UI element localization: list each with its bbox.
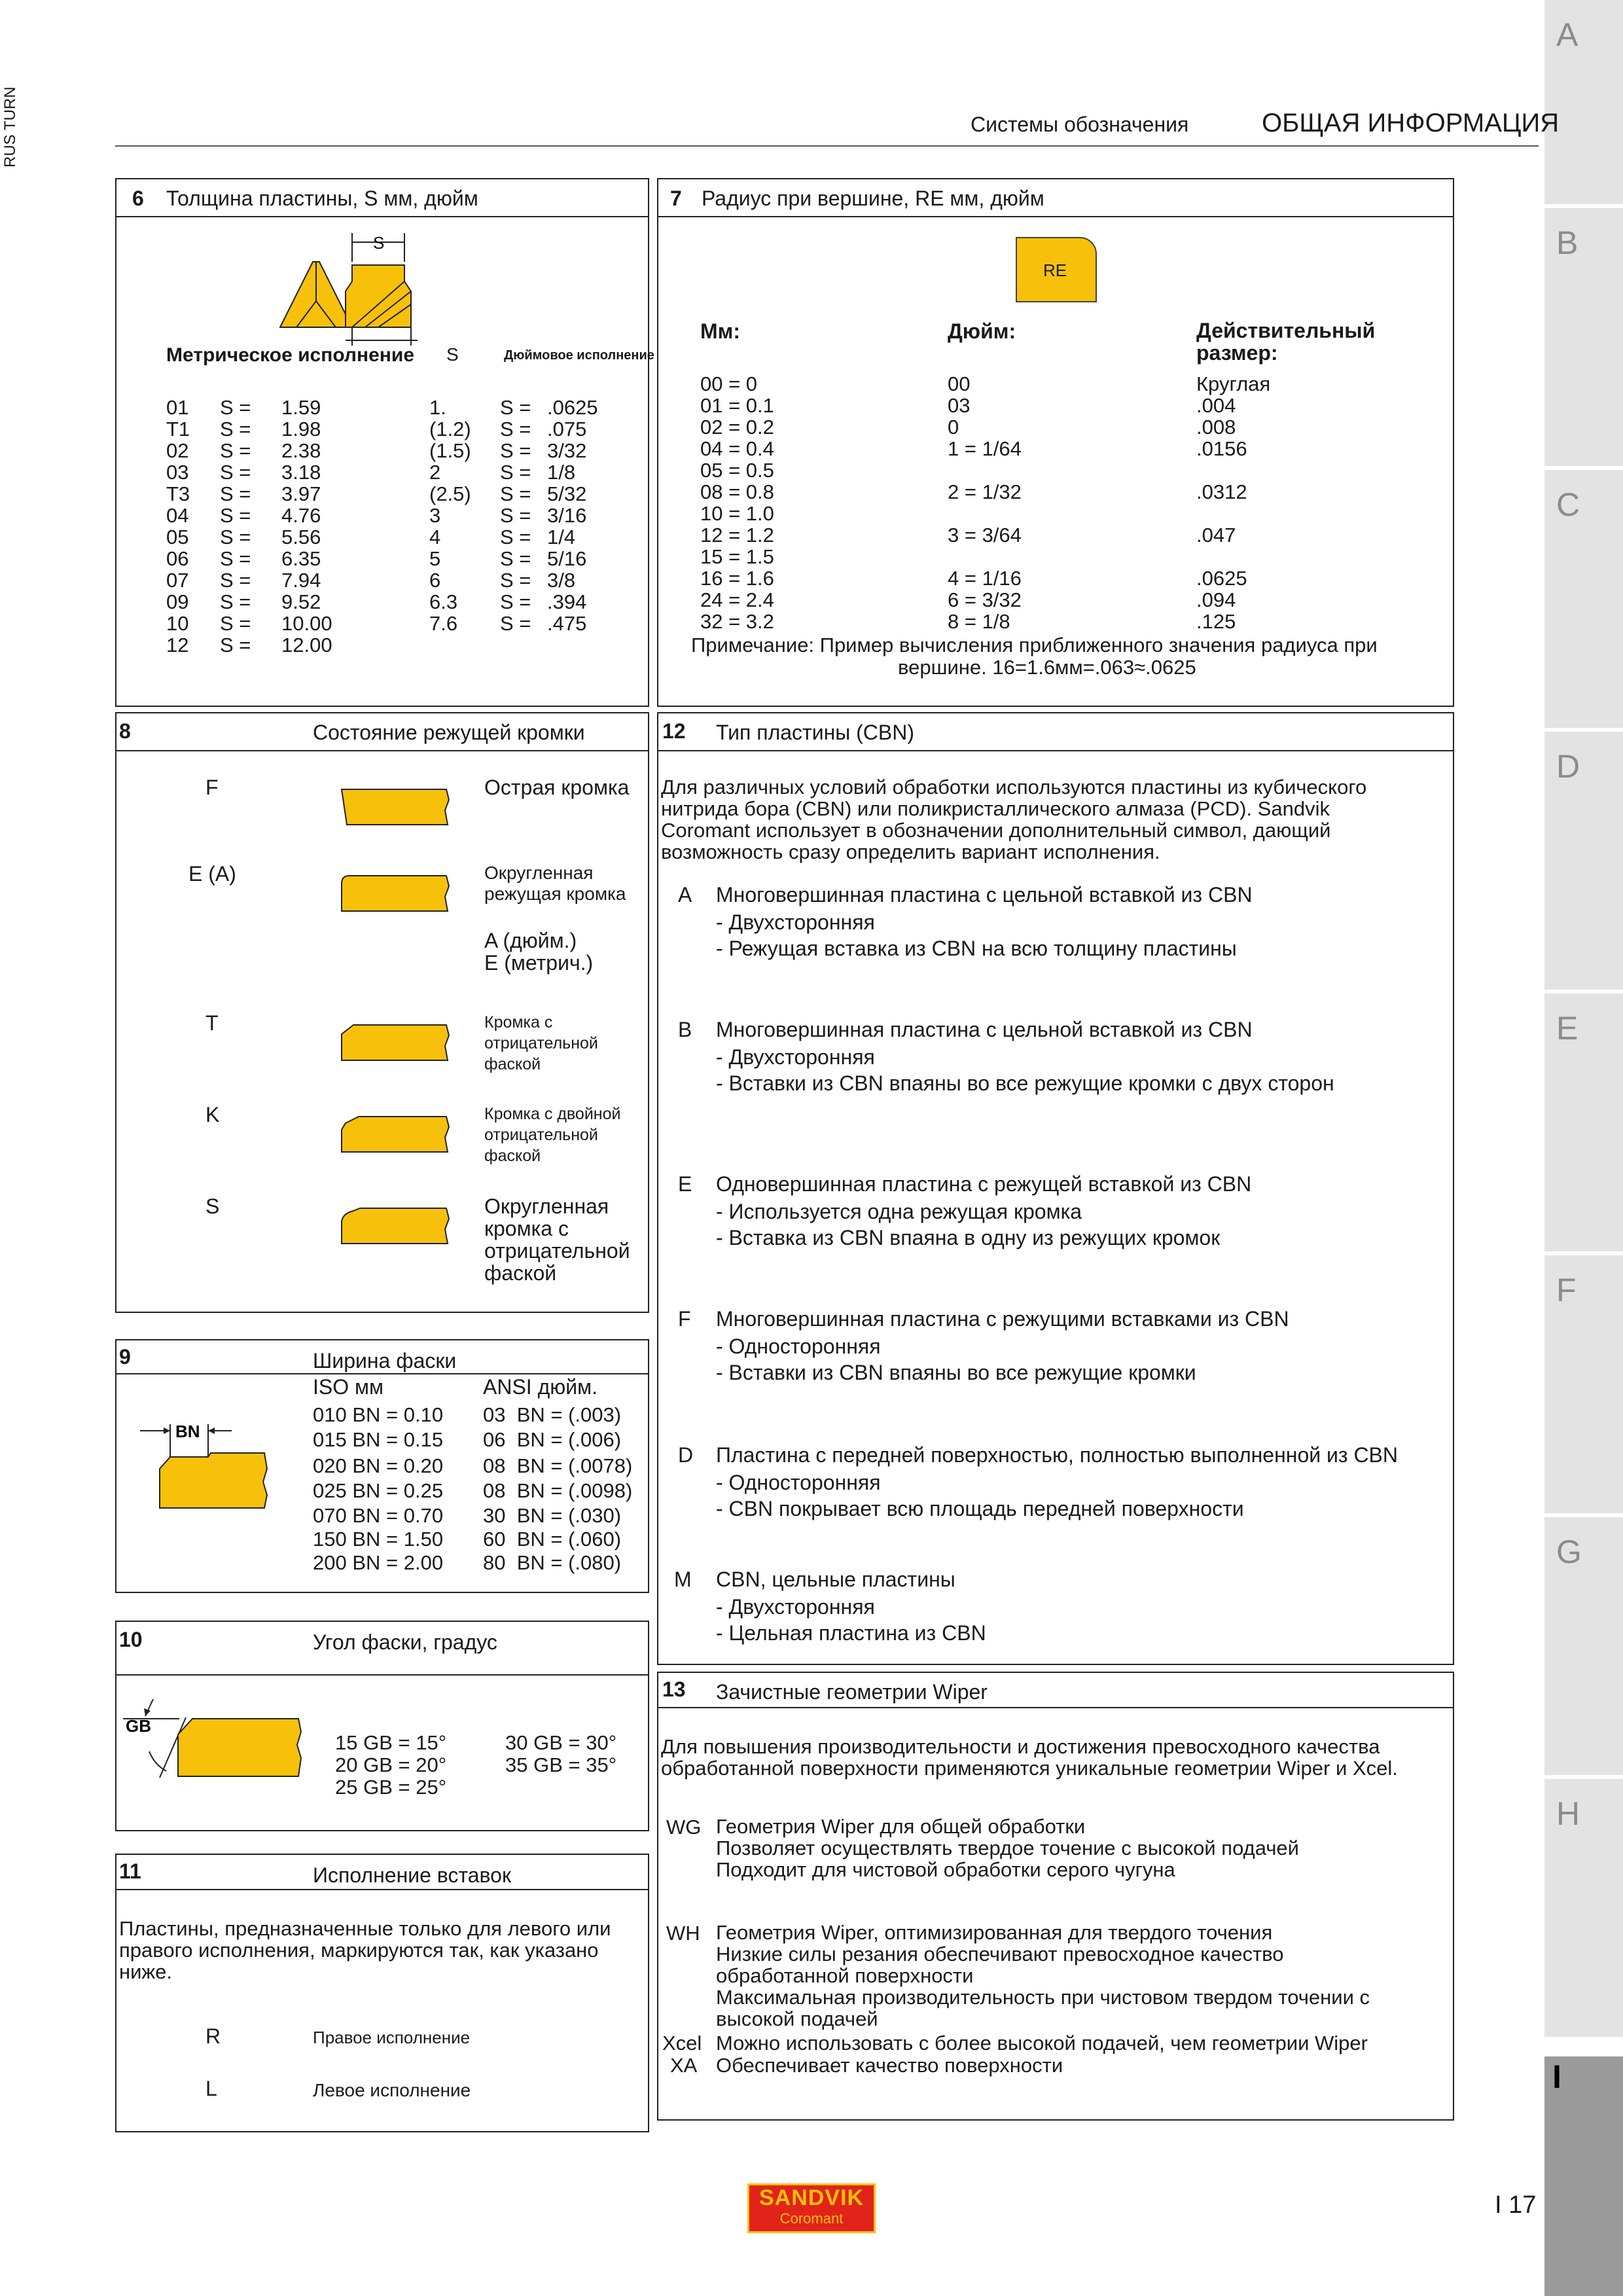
angle-value: 20 GB = 20° — [335, 1753, 447, 1776]
inch-value: 1/8 — [547, 461, 576, 484]
dim-s-label: S — [446, 344, 459, 365]
radius-inch: 00 — [948, 372, 971, 395]
thickness-diagram — [274, 229, 568, 347]
inch-code: (1.2) — [429, 418, 471, 440]
metric-code: 07 — [166, 569, 189, 592]
radius-actual: .0156 — [1196, 437, 1247, 460]
metric-label: Метрическое исполнение — [166, 344, 415, 366]
section-11-text: Пластины, предназначенные только для левого или правого исполнения, маркируются так, как указано ниже. — [119, 1917, 611, 1983]
metric-value: 3.97 — [281, 482, 321, 505]
inch-value: 5/32 — [547, 482, 587, 505]
wiper-line: Максимальная производительность при чистовом твердом точении с — [716, 1986, 1370, 2009]
cbn-title: Пластина с передней поверхностью, полностью выполненной из CBN — [716, 1443, 1398, 1467]
inch-value: .075 — [547, 418, 587, 440]
inch-value: 5/16 — [547, 547, 587, 570]
logo-top-text: SANDVIK — [758, 2185, 865, 2210]
edge-code-s: S — [205, 1194, 220, 1218]
wiper-line: Подходит для чистовой обработки серого чугуна — [716, 1858, 1175, 1881]
metric-eq: S = — [220, 612, 251, 635]
radius-mm: 04 = 0.4 — [700, 437, 774, 460]
logo-bottom-text: Coromant — [779, 2210, 844, 2227]
wiper-line: обработанной поверхности — [716, 1964, 974, 1987]
metric-code: 03 — [166, 461, 189, 484]
tab-h-label: H — [1556, 1795, 1580, 1832]
tab-b[interactable] — [1544, 208, 1623, 466]
ansi-row: 30 BN = (.030) — [483, 1504, 622, 1527]
tab-c-label: C — [1556, 486, 1580, 523]
metric-eq: S = — [220, 569, 251, 592]
metric-value: 10.00 — [281, 612, 332, 635]
section-6-header — [116, 179, 648, 217]
metric-eq: S = — [220, 418, 251, 440]
section-6 — [115, 178, 654, 707]
metric-code: 04 — [166, 504, 189, 527]
tab-b-label: B — [1556, 224, 1578, 261]
wiper-code-xcel: Xcel — [662, 2032, 702, 2054]
edge-code-t: T — [205, 1011, 219, 1035]
inch-code: 5 — [429, 547, 441, 570]
wiper-wh-lines — [716, 1922, 1370, 2030]
radius-actual: .0312 — [1196, 480, 1247, 503]
radius-actual: Круглая — [1196, 372, 1271, 395]
radius-inch: 6 = 3/32 — [948, 588, 1022, 611]
section-13-number: 13 — [662, 1677, 686, 1701]
section-6-number: 6 — [132, 187, 144, 210]
edge-code-f: F — [205, 776, 219, 799]
radius-mm: 08 = 0.8 — [700, 480, 774, 503]
cbn-line: - CBN покрывает всю площадь передней поверхности — [716, 1497, 1244, 1520]
radius-mm: 12 = 1.2 — [700, 524, 774, 547]
section-11 — [115, 1854, 649, 2132]
iso-table — [313, 1403, 443, 1575]
edge-rounded-diagram — [340, 873, 452, 914]
inch-label: Дюймовое исполнение — [504, 348, 654, 363]
radius-actual: .008 — [1196, 416, 1236, 439]
inch-eq: S = — [500, 547, 531, 570]
inch-code: 6.3 — [429, 590, 458, 613]
chamfer-angle-diagram — [120, 1693, 310, 1797]
metric-eq: S = — [220, 526, 251, 548]
wiper-line: Геометрия Wiper для общей обработки — [716, 1815, 1086, 1838]
inch-value: .394 — [547, 590, 587, 613]
cbn-line: - Односторонняя — [716, 1471, 881, 1494]
section-10-number: 10 — [119, 1628, 143, 1651]
wiper-line: Низкие силы резания обеспечивают превосходное качество — [716, 1943, 1284, 1965]
radius-actual: .125 — [1196, 610, 1236, 633]
inch-value: 3/32 — [547, 439, 587, 462]
tab-c[interactable] — [1544, 470, 1623, 728]
cbn-title: CBN, цельные пластины — [716, 1568, 955, 1591]
radius-mm: 16 = 1.6 — [700, 567, 774, 590]
metric-value: 6.35 — [281, 547, 321, 570]
section-11-number: 11 — [119, 1859, 141, 1883]
metric-eq: S = — [220, 634, 251, 656]
inch-value: 3/8 — [547, 569, 576, 592]
section-10-title: Угол фаски, градус — [313, 1630, 497, 1654]
cbn-line: - Двухсторонняя — [716, 1045, 875, 1069]
metric-eq: S = — [220, 396, 251, 419]
metric-value: 3.18 — [281, 461, 321, 484]
inch-code: 4 — [429, 526, 441, 548]
tab-g[interactable] — [1544, 1517, 1623, 1775]
cbn-line: - Режущая вставка из CBN на всю толщину пластины — [716, 937, 1237, 960]
angle-value: 25 GB = 25° — [335, 1776, 447, 1799]
ansi-row: 60 BN = (.060) — [483, 1528, 622, 1551]
radius-mm: 00 = 0 — [700, 372, 758, 395]
edge-sharp-diagram — [340, 787, 452, 827]
cbn-code: E — [678, 1172, 692, 1196]
svg-text:BN: BN — [175, 1422, 200, 1441]
col-mm: Мм: — [700, 319, 740, 343]
inch-code: (2.5) — [429, 482, 471, 505]
metric-code: 06 — [166, 547, 189, 570]
section-11-title: Исполнение вставок — [313, 1863, 511, 1887]
section-11-header — [116, 1855, 648, 1890]
metric-code: T3 — [166, 482, 190, 505]
ansi-row: 08 BN = (.0098) — [483, 1479, 633, 1502]
section-8-header — [116, 713, 648, 751]
edge-desc-s: Округленная кромка с отрицательной фаской — [484, 1194, 630, 1285]
metric-eq: S = — [220, 590, 251, 613]
radius-actual: .047 — [1196, 524, 1236, 547]
ansi-table — [483, 1403, 632, 1575]
tab-d-label: D — [1556, 748, 1580, 785]
edge-desc-t: Кромка с отрицательной фаской — [484, 1013, 598, 1073]
cbn-code: F — [678, 1307, 691, 1331]
radius-inch: 03 — [948, 394, 971, 417]
radius-mm: 15 = 1.5 — [700, 545, 774, 568]
inch-value: 3/16 — [547, 504, 587, 527]
tab-a-label: A — [1556, 16, 1578, 53]
metric-code: 01 — [166, 396, 189, 419]
re-icon — [1016, 237, 1097, 302]
iso-row: 010 BN = 0.10 — [313, 1403, 444, 1426]
edge-desc-e: Округленная режущая кромка — [484, 863, 626, 904]
section-12 — [657, 712, 1454, 1665]
section-9-header — [116, 1340, 648, 1377]
radius-mm: 01 = 0.1 — [700, 394, 774, 417]
radius-inch: 2 = 1/32 — [948, 480, 1022, 503]
hand-desc-r: Правое исполнение — [313, 2028, 471, 2047]
inch-eq: S = — [500, 461, 531, 484]
metric-value: 4.76 — [281, 504, 321, 527]
cbn-line: - Цельная пластина из CBN — [716, 1621, 986, 1645]
ansi-row: 80 BN = (.080) — [483, 1551, 622, 1574]
cbn-line: - Односторонняя — [716, 1335, 881, 1358]
tab-i[interactable] — [1544, 2056, 1623, 2296]
inch-eq: S = — [500, 482, 531, 505]
section-9-number: 9 — [119, 1345, 131, 1369]
radius-inch: 1 = 1/64 — [948, 437, 1022, 460]
metric-value: 9.52 — [281, 590, 321, 613]
col-iso: ISO мм — [313, 1375, 384, 1399]
metric-value: 1.98 — [281, 418, 321, 440]
ansi-row: 08 BN = (.0078) — [483, 1454, 633, 1477]
svg-text:S: S — [373, 233, 385, 253]
edge-rounded-chamfer-diagram — [340, 1206, 452, 1246]
header-rule — [115, 145, 1539, 147]
wiper-line: Геометрия Wiper, оптимизированная для твердого точения — [716, 1921, 1273, 1944]
section-7-header — [658, 179, 1453, 217]
section-10 — [115, 1621, 649, 1831]
iso-row: 020 BN = 0.20 — [313, 1454, 444, 1477]
section-8 — [115, 712, 649, 1313]
tab-g-label: G — [1556, 1534, 1582, 1570]
cbn-title: Многовершинная пластина с цельной вставкой из CBN — [716, 1018, 1253, 1041]
section-9-title: Ширина фаски — [313, 1349, 457, 1372]
iso-row: 015 BN = 0.15 — [313, 1428, 444, 1451]
cbn-line: - Двухсторонняя — [716, 910, 875, 934]
edge-negative-chamfer-diagram — [340, 1022, 452, 1063]
metric-eq: S = — [220, 461, 251, 484]
section-7-title: Радиус при вершине, RE мм, дюйм — [702, 187, 1044, 210]
radius-mm: 24 = 2.4 — [700, 588, 774, 611]
wiper-line: Позволяет осуществлять твердое точение с высокой подачей — [716, 1837, 1299, 1859]
metric-code: 02 — [166, 439, 189, 462]
ansi-row: 06 BN = (.006) — [483, 1428, 622, 1451]
section-13-intro: Для повышения производительности и достижения превосходного качества обработанной поверхности применяются уникальные геометрии Wiper и Xcel. — [661, 1735, 1398, 1780]
hand-desc-l: Левое исполнение — [313, 2080, 471, 2100]
inch-value: .0625 — [547, 396, 598, 419]
metric-value: 12.00 — [281, 634, 332, 656]
metric-value: 7.94 — [281, 569, 321, 592]
section-9-rule — [116, 1373, 648, 1374]
radius-inch: 4 = 1/16 — [948, 567, 1022, 590]
radius-note-line2: вершине. 16=1.6мм=.063≈.0625 — [898, 656, 1196, 679]
edge-extra-e: A (дюйм.) E (метрич.) — [484, 929, 594, 975]
tab-f-label: F — [1556, 1272, 1577, 1308]
metric-eq: S = — [220, 482, 251, 505]
edge-desc-k: Кромка с двойной отрицательной фаской — [484, 1105, 621, 1165]
wiper-xcel-text: Можно использовать с более высокой подачей, чем геометрии Wiper — [716, 2032, 1368, 2054]
wiper-wg-lines — [716, 1816, 1299, 1880]
section-10-header — [116, 1622, 648, 1676]
iso-row: 150 BN = 1.50 — [313, 1528, 444, 1551]
re-icon-label: RE — [1043, 260, 1067, 280]
sandvik-logo — [747, 2183, 876, 2233]
cbn-line: - Используется одна режущая кромка — [716, 1200, 1082, 1223]
section-9 — [115, 1339, 649, 1593]
inch-value: .475 — [547, 612, 587, 635]
cbn-line: - Вставки из CBN впаяны во все режущие кромки — [716, 1361, 1196, 1384]
inch-eq: S = — [500, 396, 531, 419]
edge-desc-f: Острая кромка — [484, 776, 630, 799]
metric-value: 1.59 — [281, 396, 321, 419]
wiper-code-xa: XA — [670, 2054, 698, 2077]
inch-code: 1. — [429, 396, 446, 419]
cbn-code: M — [674, 1568, 692, 1591]
edge-code-e: E (A) — [188, 862, 236, 886]
radius-actual: .004 — [1196, 394, 1236, 417]
section-13 — [657, 1672, 1454, 2121]
section-7-number: 7 — [670, 187, 682, 210]
svg-text:GB: GB — [126, 1716, 151, 1736]
ansi-row: 03 BN = (.003) — [483, 1403, 622, 1426]
section-6-title: Толщина пластины, S мм, дюйм — [166, 187, 478, 210]
section-13-title: Зачистные геометрии Wiper — [716, 1680, 988, 1704]
metric-code: T1 — [166, 418, 190, 440]
header-left: Системы обозначения — [971, 113, 1189, 136]
chamfer-width-diagram — [140, 1416, 284, 1528]
col-ansi: ANSI дюйм. — [483, 1375, 598, 1399]
inch-code: 3 — [429, 504, 441, 527]
angle-value: 15 GB = 15° — [335, 1731, 447, 1754]
tab-e-label: E — [1556, 1010, 1578, 1047]
metric-value: 2.38 — [281, 439, 321, 462]
col-inch: Дюйм: — [948, 319, 1016, 343]
tab-h[interactable] — [1544, 1779, 1623, 2037]
inch-eq: S = — [500, 418, 531, 440]
wiper-code-wg: WG — [666, 1816, 702, 1839]
col-actual: Действительный размер: — [1196, 319, 1376, 365]
inch-code: 6 — [429, 569, 441, 592]
section-12-title: Тип пластины (CBN) — [716, 721, 914, 744]
inch-code: 2 — [429, 461, 441, 484]
cbn-line: - Вставки из CBN впаяны во все режущие кромки с двух сторон — [716, 1071, 1334, 1095]
metric-value: 5.56 — [281, 526, 321, 548]
inch-code: (1.5) — [429, 439, 471, 462]
header-right: ОБЩАЯ ИНФОРМАЦИЯ — [1262, 109, 1560, 137]
metric-code: 12 — [166, 634, 189, 656]
cbn-title: Многовершинная пластина с режущими вставками из CBN — [716, 1307, 1289, 1331]
wiper-xa-text: Обеспечивает качество поверхности — [716, 2054, 1063, 2077]
section-7 — [657, 178, 1454, 707]
cbn-title: Многовершинная пластина с цельной вставкой из CBN — [716, 883, 1253, 906]
radius-inch: 3 = 3/64 — [948, 524, 1022, 547]
radius-note-line1: Примечание: Пример вычисления приближенного значения радиуса при — [691, 634, 1378, 656]
radius-mm: 32 = 3.2 — [700, 610, 774, 633]
side-label: RUS TURN — [1, 86, 19, 168]
section-13-header — [658, 1673, 1453, 1708]
iso-row: 025 BN = 0.25 — [313, 1479, 444, 1502]
iso-row: 200 BN = 2.00 — [313, 1551, 444, 1574]
section-12-intro: Для различных условий обработки используются пластины из кубического нитрида бора (CBN) или поликристаллического алмаза (PCD). Sandvik Coromant использует в обозначении дополнительный символ, дающий возможность сразу определить вариант исполнения. — [661, 776, 1367, 863]
iso-row: 070 BN = 0.70 — [313, 1504, 444, 1527]
radius-inch: 8 = 1/8 — [948, 610, 1010, 633]
tab-d[interactable] — [1544, 732, 1623, 990]
metric-code: 05 — [166, 526, 189, 548]
hand-code-l: L — [205, 2077, 217, 2100]
radius-mm: 10 = 1.0 — [700, 502, 774, 525]
tab-f[interactable] — [1544, 1255, 1623, 1513]
cbn-line: - Двухсторонняя — [716, 1595, 875, 1619]
inch-eq: S = — [500, 612, 531, 635]
cbn-code: D — [678, 1443, 694, 1467]
radius-inch: 0 — [948, 416, 959, 439]
inch-eq: S = — [500, 526, 531, 548]
metric-eq: S = — [220, 547, 251, 570]
radius-mm: 05 = 0.5 — [700, 459, 774, 482]
inch-eq: S = — [500, 590, 531, 613]
radius-mm: 02 = 0.2 — [700, 416, 774, 439]
section-8-title: Состояние режущей кромки — [313, 721, 585, 744]
inch-eq: S = — [500, 439, 531, 462]
angle-value: 35 GB = 35° — [505, 1753, 617, 1776]
metric-code: 09 — [166, 590, 189, 613]
inch-value: 1/4 — [547, 526, 576, 548]
edge-code-k: K — [205, 1103, 220, 1126]
section-8-number: 8 — [119, 719, 131, 743]
wiper-line: высокой подачей — [716, 2007, 878, 2030]
tab-a[interactable] — [1544, 0, 1623, 204]
section-12-header — [658, 713, 1453, 751]
metric-code: 10 — [166, 612, 189, 635]
cbn-title: Одновершинная пластина с режущей вставкой из CBN — [716, 1172, 1252, 1196]
radius-actual: .0625 — [1196, 567, 1247, 590]
edge-double-chamfer-diagram — [340, 1114, 452, 1155]
tab-i-label: I — [1552, 2058, 1561, 2095]
inch-code: 7.6 — [429, 612, 458, 635]
metric-eq: S = — [220, 504, 251, 527]
wiper-code-wh: WH — [666, 1922, 700, 1945]
cbn-code: B — [678, 1018, 692, 1041]
tab-e[interactable] — [1544, 994, 1623, 1251]
radius-actual: .094 — [1196, 588, 1236, 611]
angle-col-1 — [335, 1732, 446, 1799]
angle-value: 30 GB = 30° — [505, 1731, 617, 1754]
cbn-line: - Вставка из CBN впаяна в одну из режущих кромок — [716, 1226, 1221, 1249]
cbn-code: A — [678, 883, 692, 906]
inch-eq: S = — [500, 504, 531, 527]
page-number: I 17 — [1495, 2191, 1537, 2219]
angle-col-2 — [505, 1732, 616, 1776]
inch-eq: S = — [500, 569, 531, 592]
metric-eq: S = — [220, 439, 251, 462]
section-12-number: 12 — [662, 719, 686, 743]
hand-code-r: R — [205, 2024, 221, 2048]
